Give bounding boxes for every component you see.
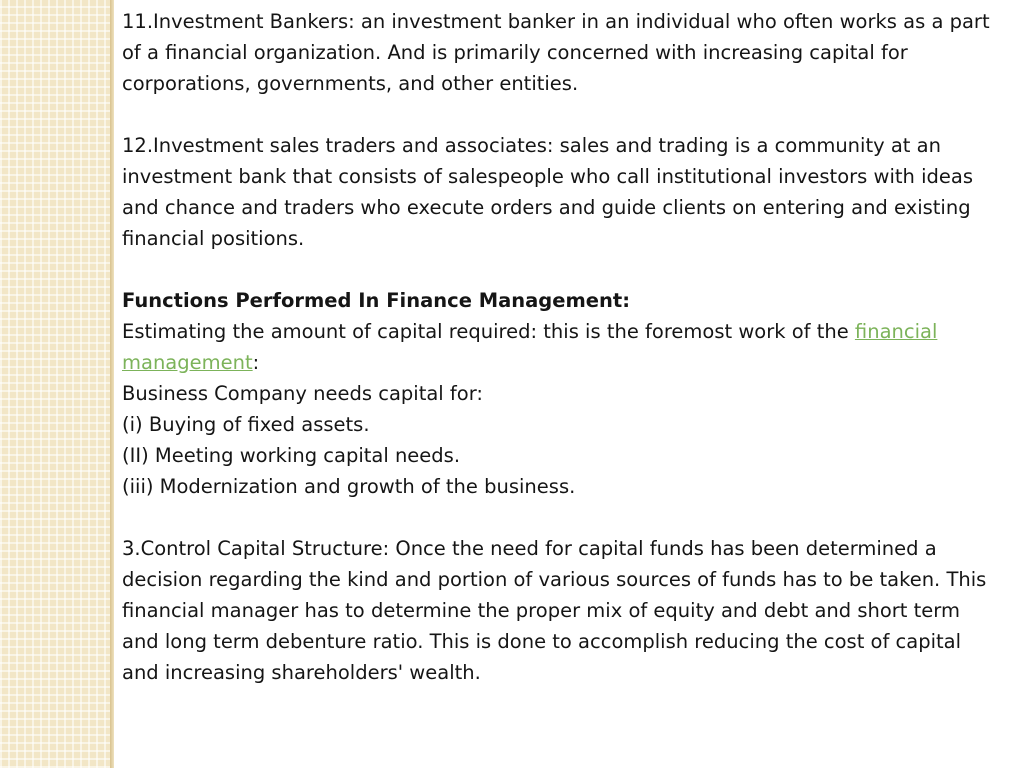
decorative-side-pattern: [0, 0, 112, 768]
spacer: [122, 99, 1002, 130]
sales-traders-paragraph: 12.Investment sales traders and associates: sales and trading is a community at an investment bank that consists of salespeople who call institutional investors with ideas and chance and traders who execute orders and guide clients on entering and existing financial positions.: [122, 134, 973, 250]
financial-management-link[interactable]: financial management: [122, 320, 938, 374]
spacer: [122, 502, 1002, 533]
capital-needs-intro: Business Company needs capital for:: [122, 382, 483, 405]
functions-heading: Functions Performed In Finance Management:: [122, 289, 631, 312]
estimating-capital-paragraph: [122, 316, 1002, 378]
spacer: [122, 254, 1002, 285]
estimating-capital-suffix: :: [252, 351, 260, 374]
control-capital-structure-paragraph: 3.Control Capital Structure: Once the need for capital funds has been determined a decision regarding the kind and portion of various sources of funds has to be taken. This financial manager has to determine the proper mix of equity and debt and short term and long term debenture ratio. This is done to accomplish reducing the cost of capital and increasing shareholders' wealth.: [122, 537, 987, 684]
capital-need-item: (iii) Modernization and growth of the business.: [122, 475, 576, 498]
capital-need-item: (II) Meeting working capital needs.: [122, 444, 461, 467]
investment-bankers-paragraph: 11.Investment Bankers: an investment banker in an individual who often works as a part of a financial organization. And is primarily concerned with increasing capital for corporations, governments, and other entities.: [122, 10, 990, 95]
slide-content: [122, 6, 1002, 688]
capital-need-item: (i) Buying of fixed assets.: [122, 413, 370, 436]
decorative-side-edge: [110, 0, 114, 768]
estimating-capital-text: Estimating the amount of capital required: this is the foremost work of the: [122, 320, 855, 343]
